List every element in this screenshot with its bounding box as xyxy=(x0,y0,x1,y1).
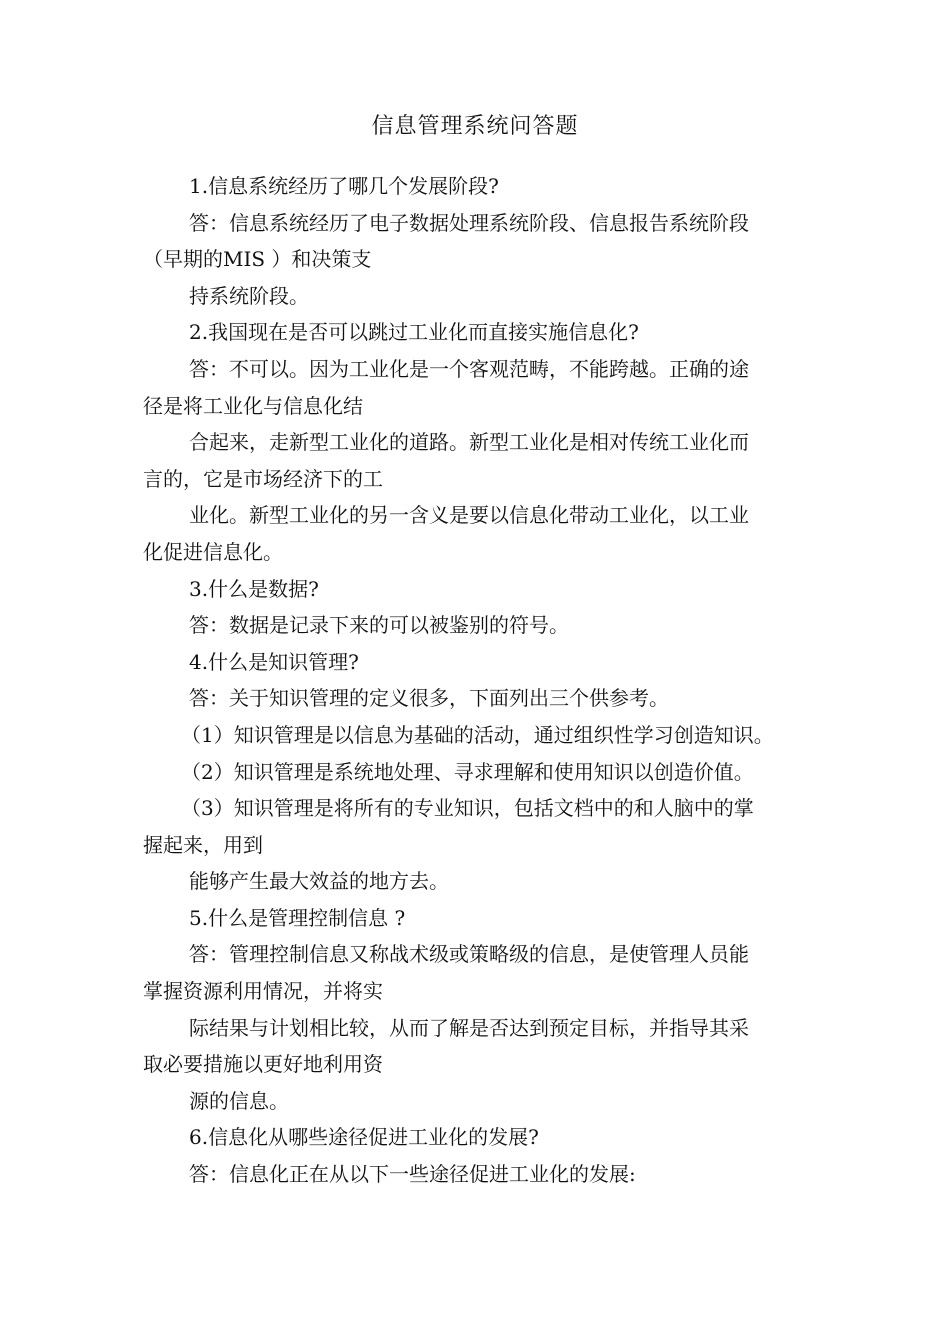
document-title: 信息管理系统问答题 xyxy=(371,114,579,139)
text-line: 合起来，走新型工业化的道路。新型工业化是相对传统工业化而 xyxy=(189,430,749,455)
text-line: 握起来，用到 xyxy=(143,832,263,857)
text-line: 答：信息系统经历了电子数据处理系统阶段、信息报告系统阶段 xyxy=(189,210,749,235)
text-line: 言的，它是市场经济下的工 xyxy=(143,466,383,491)
text-line: 际结果与计划相比较，从而了解是否达到预定目标，并指导其采 xyxy=(189,1015,749,1040)
text-line: （早期的MIS ）和决策支 xyxy=(143,247,372,272)
text-line: 化促进信息化。 xyxy=(143,539,283,564)
text-line: 源的信息。 xyxy=(189,1088,289,1113)
text-line: 答：数据是记录下来的可以被鉴别的符号。 xyxy=(189,613,569,638)
text-line: 3.什么是数据? xyxy=(189,576,319,601)
text-line: 取必要措施以更好地利用资 xyxy=(143,1052,383,1077)
text-line: 答：管理控制信息又称战术级或策略级的信息，是使管理人员能 xyxy=(189,942,749,967)
text-line: 持系统阶段。 xyxy=(189,283,309,308)
document-body xyxy=(143,168,823,1193)
text-line: 答：关于知识管理的定义很多，下面列出三个供参考。 xyxy=(189,686,669,711)
text-line: 1.信息系统经历了哪几个发展阶段? xyxy=(189,174,499,198)
text-line: 5.什么是管理控制信息 ? xyxy=(189,905,406,930)
text-line: 6.信息化从哪些途径促进工业化的发展? xyxy=(189,1125,539,1150)
text-line: （1）知识管理是以信息为基础的活动，通过组织性学习创造知识。 xyxy=(181,722,774,747)
text-line: 2.我国现在是否可以跳过工业化而直接实施信息化? xyxy=(189,320,639,345)
text-line: 径是将工业化与信息化结 xyxy=(143,393,363,418)
text-line: （2）知识管理是系统地处理、寻求理解和使用知识以创造价值。 xyxy=(181,759,754,784)
text-line: （3）知识管理是将所有的专业知识，包括文档中的和人脑中的掌 xyxy=(181,796,754,821)
text-line: 4.什么是知识管理? xyxy=(189,649,359,674)
text-line: 答：信息化正在从以下一些途径促进工业化的发展: xyxy=(189,1162,636,1187)
text-line: 答：不可以。因为工业化是一个客观范畴，不能跨越。正确的途 xyxy=(189,356,749,381)
text-line: 业化。新型工业化的另一含义是要以信息化带动工业化，以工业 xyxy=(189,503,749,528)
text-line: 掌握资源利用情况，并将实 xyxy=(143,979,383,1004)
text-line: 能够产生最大效益的地方去。 xyxy=(189,869,449,894)
